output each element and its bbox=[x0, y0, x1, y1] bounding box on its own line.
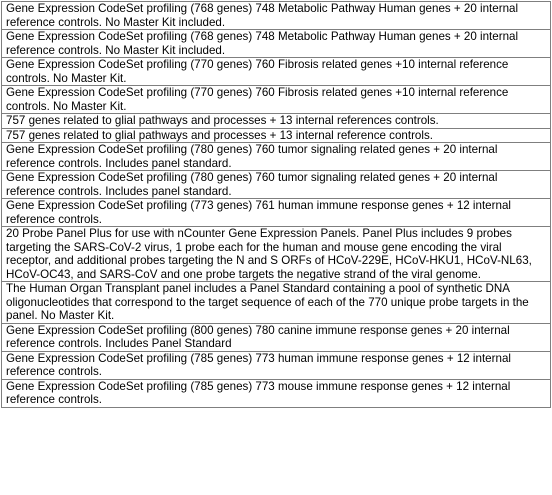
table-row bbox=[2, 282, 551, 324]
table-row bbox=[2, 143, 551, 171]
description-cell: Gene Expression CodeSet profiling (780 genes) 760 tumor signaling related genes + 20 internal reference controls. Includes panel standard. bbox=[2, 143, 551, 171]
description-cell: The Human Organ Transplant panel includes a Panel Standard containing a pool of synthetic DNA oligonucleotides that correspond to the target sequence of each of the 770 unique probe targets in the panel. No Master Kit. bbox=[2, 282, 551, 324]
description-cell: Gene Expression CodeSet profiling (770 genes) 760 Fibrosis related genes +10 internal reference controls. No Master Kit. bbox=[2, 58, 551, 86]
table-row bbox=[2, 323, 551, 351]
description-cell: 20 Probe Panel Plus for use with nCounter Gene Expression Panels. Panel Plus includes 9 probes targeting the SARS-CoV-2 virus, 1 probe each for the human and mouse gene encoding the viral receptor, and additional probes targeting the N and S ORFs of HCoV-229E, HCoV-HKU1, HCoV-NL63, HCoV-OC43, and SARS-CoV and one probe targets the negative strand of the viral genome. bbox=[2, 227, 551, 282]
description-cell: Gene Expression CodeSet profiling (780 genes) 760 tumor signaling related genes + 20 internal reference controls. Includes panel standard. bbox=[2, 171, 551, 199]
table-row bbox=[2, 128, 551, 143]
description-cell: Gene Expression CodeSet profiling (768 genes) 748 Metabolic Pathway Human genes + 20 internal reference controls. No Master Kit included. bbox=[2, 30, 551, 58]
table-row bbox=[2, 379, 551, 407]
table-row bbox=[2, 114, 551, 129]
description-cell: Gene Expression CodeSet profiling (768 genes) 748 Metabolic Pathway Human genes + 20 internal reference controls. No Master Kit included. bbox=[2, 2, 551, 30]
table-row bbox=[2, 227, 551, 282]
description-cell: Gene Expression CodeSet profiling (770 genes) 760 Fibrosis related genes +10 internal reference controls. No Master Kit. bbox=[2, 86, 551, 114]
description-cell: Gene Expression CodeSet profiling (785 genes) 773 mouse immune response genes + 12 internal reference controls. bbox=[2, 379, 551, 407]
table-row bbox=[2, 351, 551, 379]
description-cell: 757 genes related to glial pathways and processes + 13 internal reference controls. bbox=[2, 128, 551, 143]
description-cell: Gene Expression CodeSet profiling (773 genes) 761 human immune response genes + 12 internal reference controls. bbox=[2, 199, 551, 227]
description-cell: 757 genes related to glial pathways and processes + 13 internal references controls. bbox=[2, 114, 551, 129]
table-row bbox=[2, 86, 551, 114]
description-cell: Gene Expression CodeSet profiling (785 genes) 773 human immune response genes + 12 internal reference controls. bbox=[2, 351, 551, 379]
table-row bbox=[2, 2, 551, 30]
table-row bbox=[2, 58, 551, 86]
description-cell: Gene Expression CodeSet profiling (800 genes) 780 canine immune response genes + 20 internal reference controls. Includes Panel Standard bbox=[2, 323, 551, 351]
description-table bbox=[1, 1, 551, 408]
table-row bbox=[2, 171, 551, 199]
table-row bbox=[2, 30, 551, 58]
table-row bbox=[2, 199, 551, 227]
